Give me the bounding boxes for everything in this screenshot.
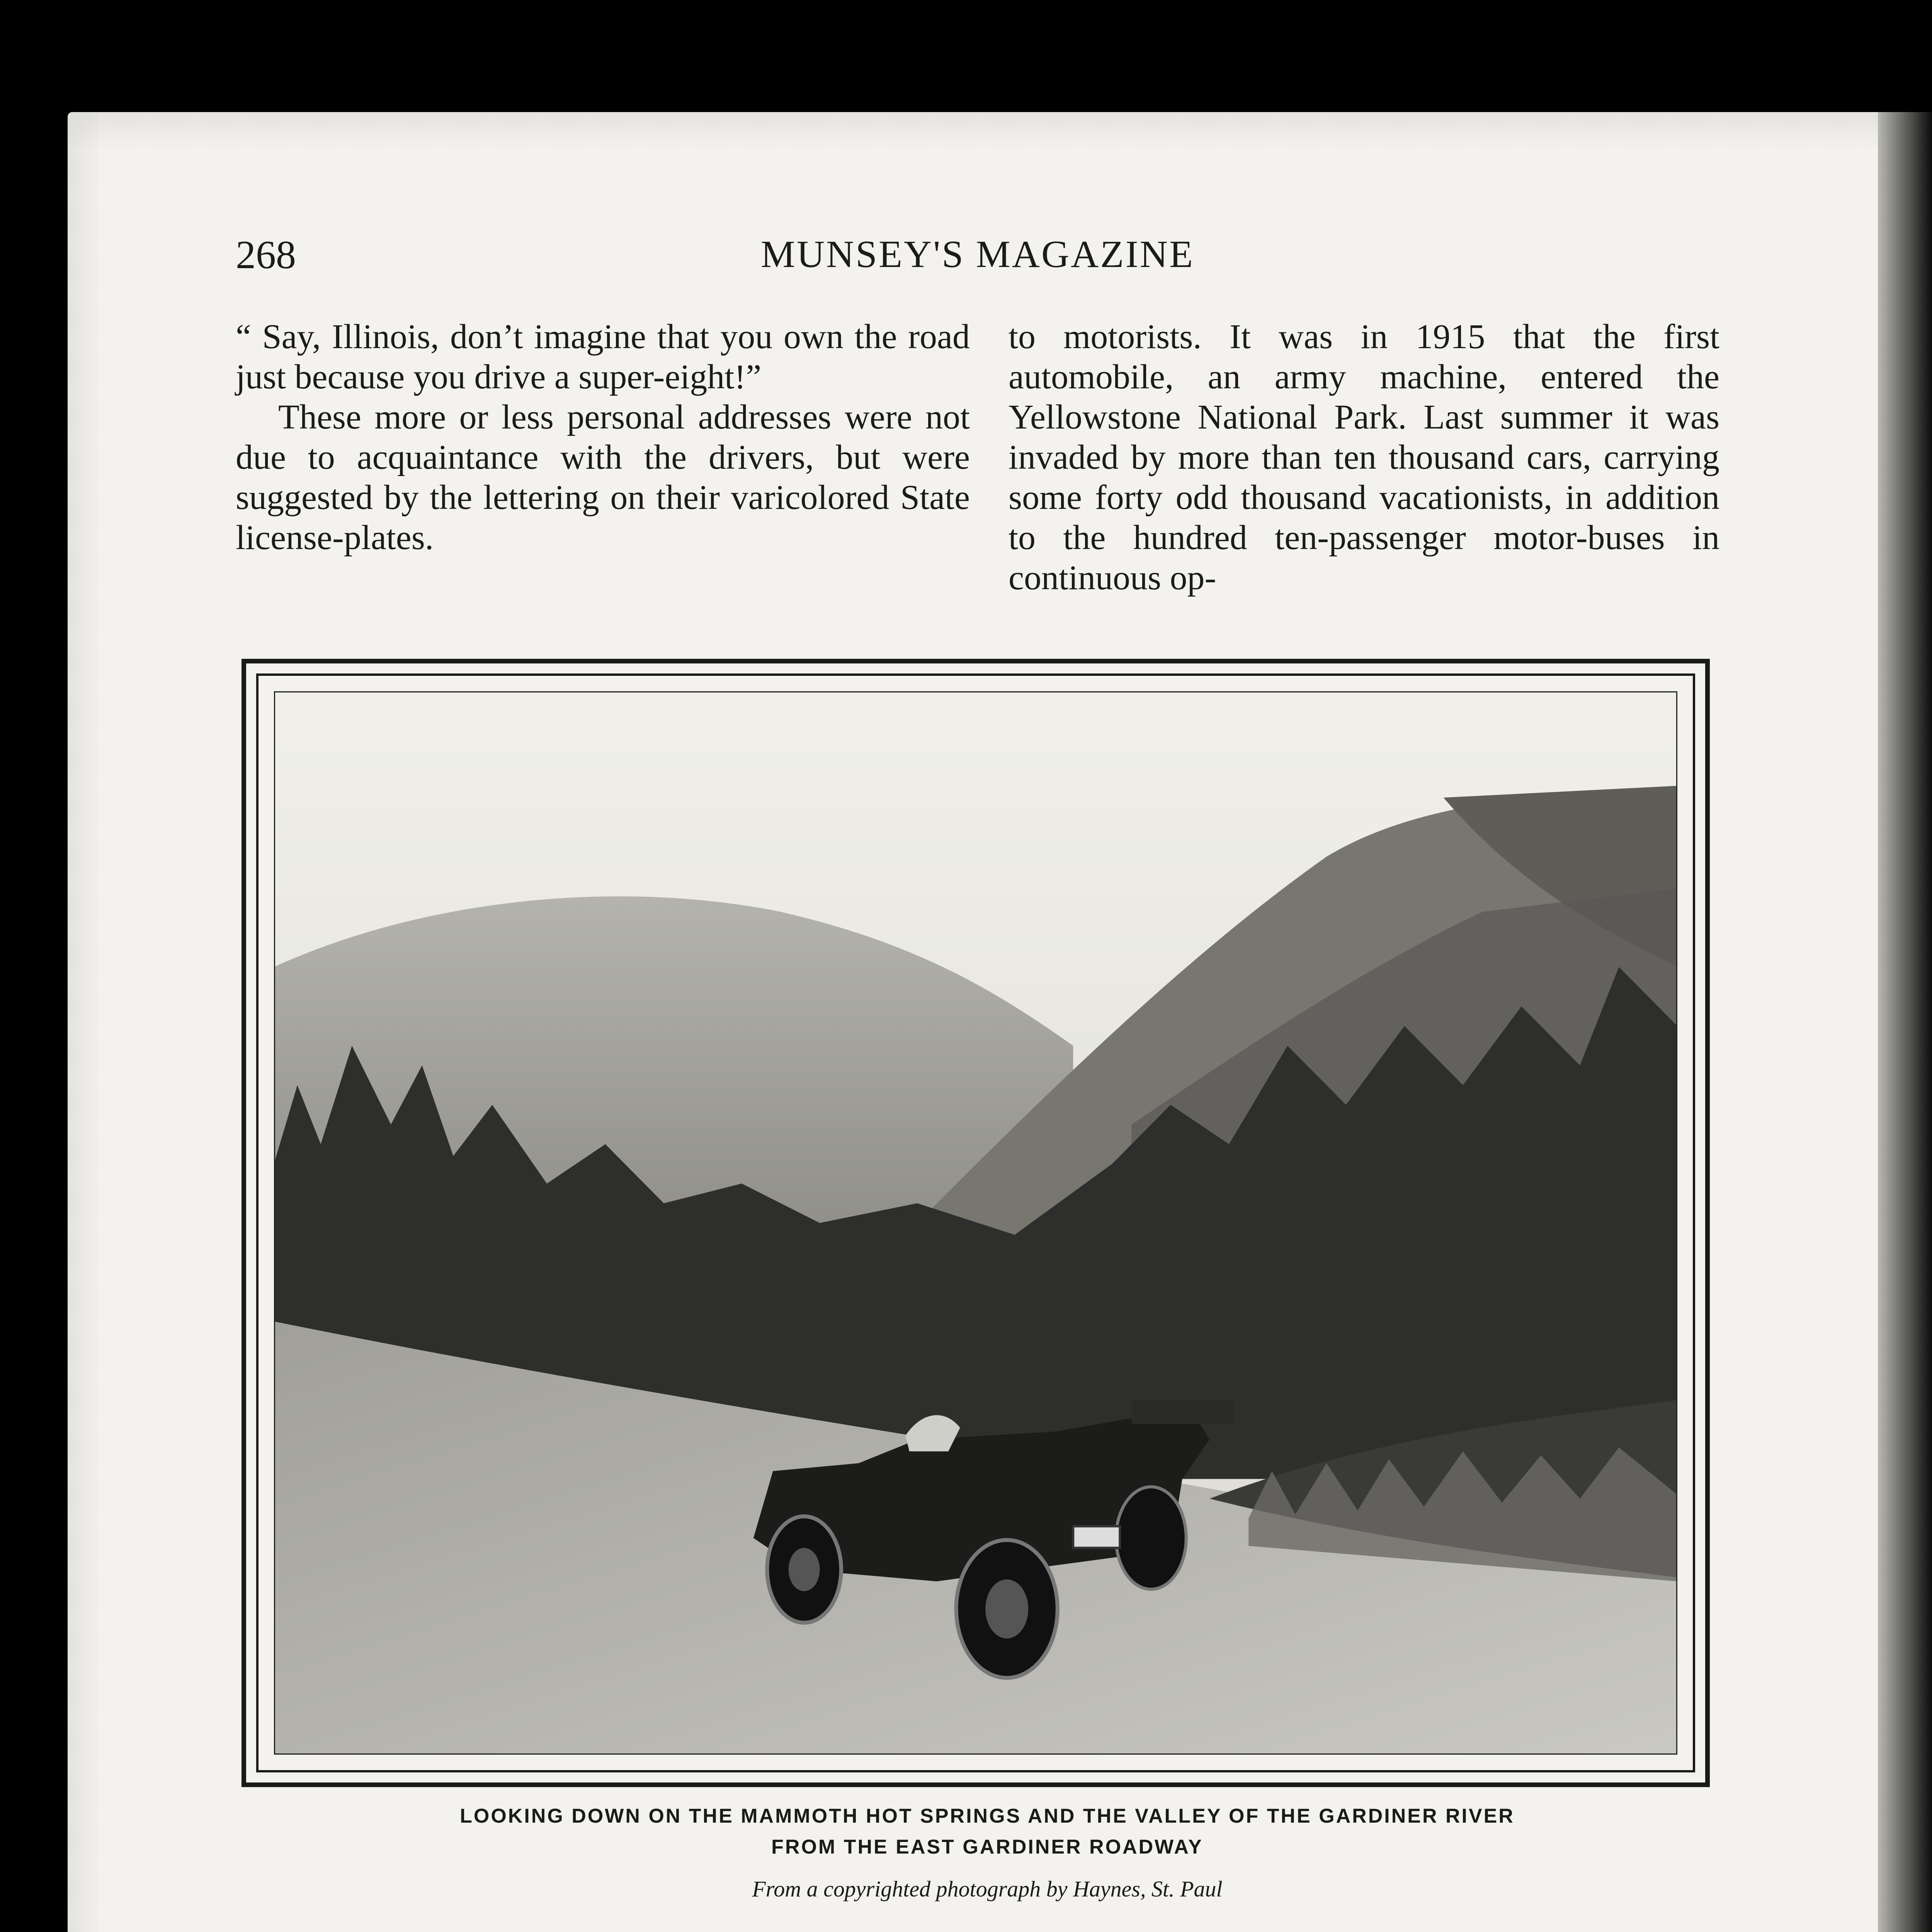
column-top-right [1009,317,1719,598]
paragraph: These more or less personal addresses were not due to acquaintance with the drivers, but were suggested by the lettering on their varicolored State license-plates. [236,398,970,557]
figure-caption [222,1801,1752,1862]
page-gutter-shadow [1878,112,1932,1932]
mountain-road-photograph [274,691,1677,1755]
running-head: MUNSEY'S MAGAZINE [760,233,1195,276]
page-header [236,232,1719,282]
photo-frame [242,659,1710,1787]
paragraph: “ Say, Illinois, don’t imagine that you own the road just because you drive a super-eight!” [236,318,970,396]
photo-credit: From a copyrighted photograph by Haynes, St. Paul [752,1876,1223,1901]
caption-line: LOOKING DOWN ON THE MAMMOTH HOT SPRINGS AND THE VALLEY OF THE GARDINER RIVER [460,1805,1515,1827]
column-top-left [236,317,970,558]
page-number: 268 [236,233,296,277]
paragraph: to motorists. It was in 1915 that the first automobile, an army machine, entered the Yellowstone National Park. Last summer it was invaded by more than ten thousand cars, carrying some forty odd thousand vacationists, in addition to the hundred ten-passenger motor-buses in continuous op- [1009,318,1719,597]
caption-line: FROM THE EAST GARDINER ROADWAY [771,1836,1203,1858]
